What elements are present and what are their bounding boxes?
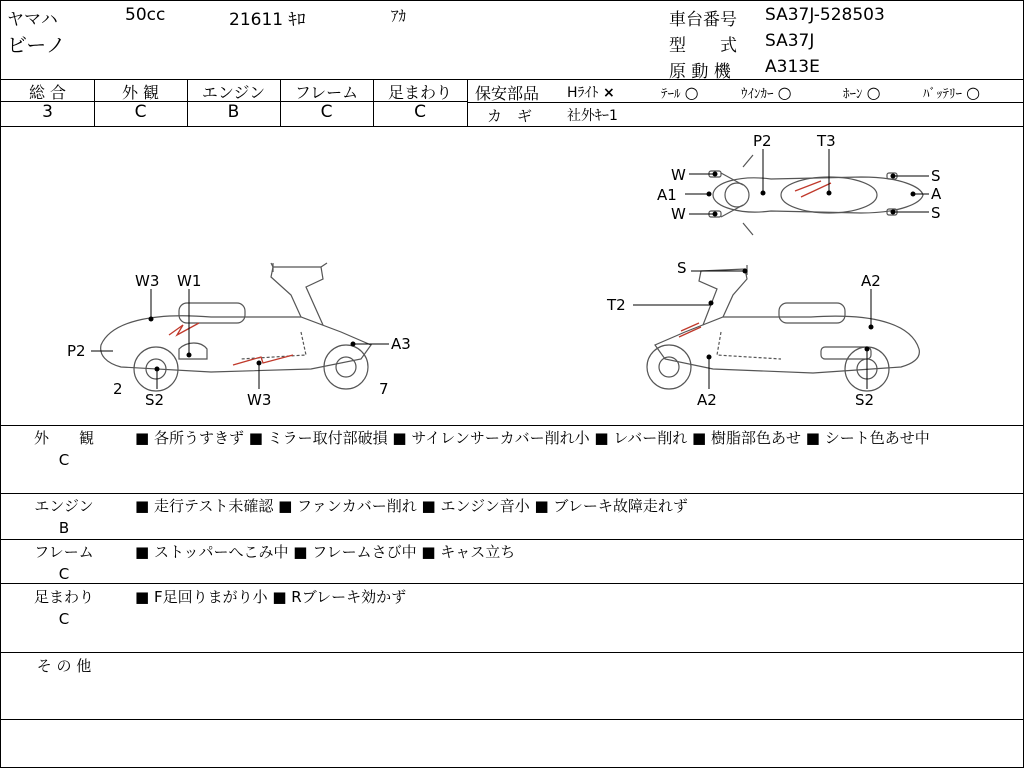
grade-value-total: 3 bbox=[42, 102, 53, 122]
report-label: フレーム bbox=[34, 543, 94, 561]
divider bbox=[1, 583, 1023, 584]
engine-value: A313E bbox=[765, 57, 820, 77]
grade-label-frame: フレーム bbox=[294, 83, 359, 102]
displacement: 50cc bbox=[125, 5, 166, 25]
report-text: ■ 各所うすきず ■ ミラー取付部破損 ■ サイレンサーカバー削れ小 ■ レバー削れ ■ 樹脂部色あせ ■ シート色あせ中 bbox=[135, 429, 930, 447]
diagram-label: P2 bbox=[753, 132, 772, 150]
diagram-label: 7 bbox=[379, 380, 389, 398]
pointer-dots-right bbox=[707, 269, 874, 360]
divider bbox=[1, 425, 1023, 426]
report-text: ■ ストッパーへこみ中 ■ フレームさび中 ■ キャス立ち bbox=[135, 543, 516, 561]
report-label: エンジン bbox=[34, 497, 94, 515]
diagram-label: W3 bbox=[135, 272, 160, 290]
diagram-label: W bbox=[671, 205, 686, 223]
diagram-label: W1 bbox=[177, 272, 202, 290]
diagram-label: W bbox=[671, 166, 686, 184]
divider bbox=[467, 79, 468, 126]
damage-marks-top bbox=[795, 181, 831, 197]
type-label: 型 式 bbox=[669, 36, 737, 56]
report-row-other bbox=[1, 655, 1023, 719]
diagram-label: A2 bbox=[861, 272, 881, 290]
grade-value-exterior: C bbox=[134, 102, 147, 122]
safety-label: 保安部品 bbox=[475, 84, 540, 103]
report-grade: B bbox=[58, 519, 70, 537]
safety-horn: ﾎｰﾝ ○ bbox=[843, 83, 881, 102]
divider bbox=[1, 539, 1023, 540]
diagram-label: S bbox=[677, 259, 687, 277]
model-name: ビーノ bbox=[7, 33, 66, 57]
divider bbox=[467, 102, 1023, 103]
mileage: 21611 ｷﾛ bbox=[229, 10, 306, 30]
maker: ヤマハ bbox=[7, 10, 58, 30]
diagram-label: A bbox=[931, 185, 942, 203]
diagram-label: S2 bbox=[855, 391, 875, 409]
safety-battery: ﾊﾞｯﾃﾘｰ ○ bbox=[923, 83, 981, 102]
report-grade: C bbox=[58, 610, 70, 628]
safety-headlight: Hﾗｲﾄ × bbox=[567, 85, 615, 101]
grade-label-engine: エンジン bbox=[201, 83, 266, 102]
divider bbox=[1, 652, 1023, 653]
grade-value-frame: C bbox=[320, 102, 333, 122]
safety-winker: ｳｲﾝｶｰ ○ bbox=[741, 83, 792, 102]
report-row-engine bbox=[1, 495, 1023, 539]
safety-tail: ﾃｰﾙ ○ bbox=[661, 83, 699, 102]
report-row-exterior bbox=[1, 427, 1023, 493]
report-text: ■ F足回りまがり小 ■ Rブレーキ効かず bbox=[135, 588, 407, 606]
report-grade: C bbox=[58, 451, 70, 469]
report-label: 足まわり bbox=[33, 588, 94, 606]
diagram-label: A3 bbox=[391, 335, 411, 353]
grade-value-engine: B bbox=[227, 102, 240, 122]
grade-label-suspension: 足まわり bbox=[387, 83, 452, 102]
grade-label-exterior: 外 観 bbox=[121, 83, 160, 102]
pointer-lines-top bbox=[685, 149, 929, 214]
report-label: 外 観 bbox=[33, 429, 94, 447]
report-row-frame bbox=[1, 541, 1023, 583]
diagram-label: W3 bbox=[247, 391, 272, 409]
key-label: カ ギ bbox=[487, 107, 533, 125]
grade-label-total: 総 合 bbox=[28, 83, 67, 102]
diagram-label: A2 bbox=[697, 391, 717, 409]
report-text: ■ 走行テスト未確認 ■ ファンカバー削れ ■ エンジン音小 ■ ブレーキ故障走れず bbox=[135, 497, 688, 515]
grade-value-suspension: C bbox=[414, 102, 426, 122]
color: ｱｶ bbox=[391, 7, 407, 25]
diagram-label: T3 bbox=[817, 132, 836, 150]
divider bbox=[1, 493, 1023, 494]
report-grade: C bbox=[58, 565, 70, 583]
diagram-label: P2 bbox=[67, 342, 86, 360]
engine-label: 原 動 機 bbox=[669, 62, 731, 82]
scooter-top-view bbox=[709, 155, 923, 235]
diagram-label: A1 bbox=[657, 186, 677, 204]
key-value: 社外ｷｰ1 bbox=[567, 108, 618, 124]
labels-right bbox=[606, 259, 881, 409]
chassis-label: 車台番号 bbox=[669, 10, 737, 30]
damage-diagram bbox=[1, 127, 1023, 425]
type-value: SA37J bbox=[765, 31, 815, 51]
diagram-label: 2 bbox=[113, 380, 123, 398]
report-label: そ の 他 bbox=[36, 657, 92, 675]
diagram-label: S2 bbox=[145, 391, 165, 409]
divider bbox=[1, 719, 1023, 720]
diagram-label: S bbox=[931, 204, 941, 222]
diagram-label: S bbox=[931, 167, 941, 185]
diagram-label: T2 bbox=[607, 296, 626, 314]
chassis-value: SA37J-528503 bbox=[765, 5, 885, 25]
report-row-suspension bbox=[1, 586, 1023, 652]
